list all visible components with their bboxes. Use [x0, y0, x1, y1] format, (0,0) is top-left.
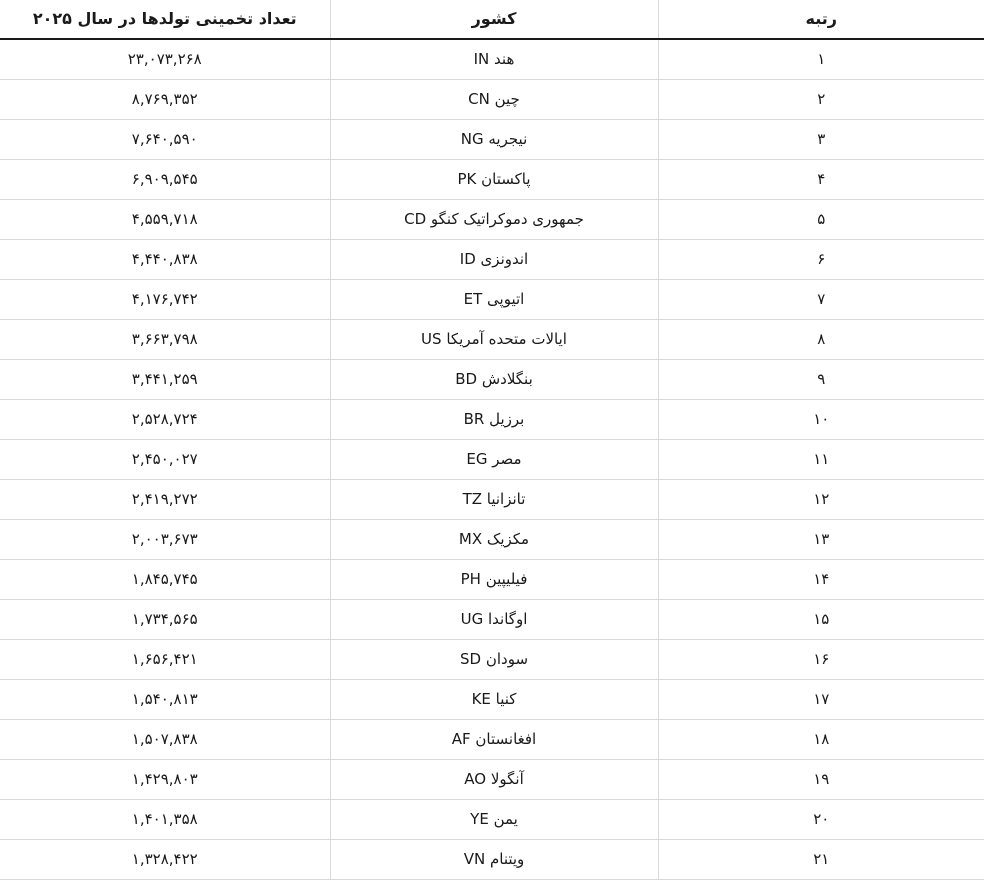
table-row: [0, 120, 984, 160]
cell-births: ۱,۶۵۶,۴۲۱: [0, 640, 330, 680]
table-row: [0, 440, 984, 480]
table-row: [0, 560, 984, 600]
table-row: [0, 720, 984, 760]
cell-rank: ۱۸: [658, 720, 984, 760]
cell-rank: ۷: [658, 280, 984, 320]
table-row: [0, 400, 984, 440]
cell-births: ۶,۹۰۹,۵۴۵: [0, 160, 330, 200]
cell-births: ۱,۴۲۹,۸۰۳: [0, 760, 330, 800]
cell-births: ۳,۴۴۱,۲۵۹: [0, 360, 330, 400]
cell-country: اندونزی ID: [330, 240, 658, 280]
cell-births: ۱,۷۳۴,۵۶۵: [0, 600, 330, 640]
column-header-rank: رتبه: [658, 0, 984, 39]
cell-births: ۱,۸۴۵,۷۴۵: [0, 560, 330, 600]
table-row: [0, 680, 984, 720]
table-header-row: [0, 0, 984, 39]
cell-rank: ۱۵: [658, 600, 984, 640]
cell-rank: ۱۹: [658, 760, 984, 800]
table-row: [0, 80, 984, 120]
cell-births: ۸,۷۶۹,۳۵۲: [0, 80, 330, 120]
cell-rank: ۱۶: [658, 640, 984, 680]
cell-births: ۱,۵۰۷,۸۳۸: [0, 720, 330, 760]
table-row: [0, 600, 984, 640]
cell-births: ۱,۵۴۰,۸۱۳: [0, 680, 330, 720]
cell-country: تانزانیا TZ: [330, 480, 658, 520]
cell-rank: ۸: [658, 320, 984, 360]
table-row: [0, 200, 984, 240]
table-row: [0, 360, 984, 400]
cell-country: اوگاندا UG: [330, 600, 658, 640]
column-header-births: تعداد تخمینی تولدها در سال ۲۰۲۵: [0, 0, 330, 39]
table-row: [0, 320, 984, 360]
cell-rank: ۲: [658, 80, 984, 120]
table-row: [0, 840, 984, 880]
table-row: [0, 240, 984, 280]
cell-births: ۱,۳۲۸,۴۲۲: [0, 840, 330, 880]
cell-births: ۷,۶۴۰,۵۹۰: [0, 120, 330, 160]
cell-rank: ۱: [658, 39, 984, 80]
cell-rank: ۲۰: [658, 800, 984, 840]
cell-country: مکزیک MX: [330, 520, 658, 560]
cell-country: هند IN: [330, 39, 658, 80]
cell-rank: ۴: [658, 160, 984, 200]
cell-country: مصر EG: [330, 440, 658, 480]
cell-rank: ۱۲: [658, 480, 984, 520]
cell-country: فیلیپین PH: [330, 560, 658, 600]
table-row: [0, 480, 984, 520]
cell-country: یمن YE: [330, 800, 658, 840]
cell-rank: ۲۱: [658, 840, 984, 880]
cell-country: کنیا KE: [330, 680, 658, 720]
cell-rank: ۱۳: [658, 520, 984, 560]
cell-births: ۲۳,۰۷۳,۲۶۸: [0, 39, 330, 80]
cell-births: ۱,۴۰۱,۳۵۸: [0, 800, 330, 840]
table-row: [0, 280, 984, 320]
cell-country: اتیوپی ET: [330, 280, 658, 320]
cell-births: ۳,۶۶۳,۷۹۸: [0, 320, 330, 360]
table-row: [0, 39, 984, 80]
cell-rank: ۹: [658, 360, 984, 400]
table-row: [0, 160, 984, 200]
cell-rank: ۱۴: [658, 560, 984, 600]
cell-rank: ۵: [658, 200, 984, 240]
cell-country: سودان SD: [330, 640, 658, 680]
table-row: [0, 760, 984, 800]
cell-births: ۴,۴۴۰,۸۳۸: [0, 240, 330, 280]
cell-births: ۲,۴۱۹,۲۷۲: [0, 480, 330, 520]
cell-country: ویتنام VN: [330, 840, 658, 880]
cell-country: ایالات متحده آمریکا US: [330, 320, 658, 360]
cell-births: ۲,۰۰۳,۶۷۳: [0, 520, 330, 560]
cell-rank: ۳: [658, 120, 984, 160]
cell-country: چین CN: [330, 80, 658, 120]
cell-country: برزیل BR: [330, 400, 658, 440]
cell-births: ۴,۵۵۹,۷۱۸: [0, 200, 330, 240]
cell-rank: ۱۰: [658, 400, 984, 440]
cell-country: جمهوری دموکراتیک کنگو CD: [330, 200, 658, 240]
cell-rank: ۱۷: [658, 680, 984, 720]
table-body: [0, 39, 984, 880]
cell-country: نیجریه NG: [330, 120, 658, 160]
cell-rank: ۱۱: [658, 440, 984, 480]
cell-country: پاکستان PK: [330, 160, 658, 200]
cell-country: بنگلادش BD: [330, 360, 658, 400]
cell-births: ۴,۱۷۶,۷۴۲: [0, 280, 330, 320]
column-header-country: کشور: [330, 0, 658, 39]
cell-country: افغانستان AF: [330, 720, 658, 760]
table-row: [0, 800, 984, 840]
table-header: [0, 0, 984, 39]
cell-country: آنگولا AO: [330, 760, 658, 800]
cell-births: ۲,۴۵۰,۰۲۷: [0, 440, 330, 480]
table-row: [0, 520, 984, 560]
cell-rank: ۶: [658, 240, 984, 280]
table-row: [0, 640, 984, 680]
cell-births: ۲,۵۲۸,۷۲۴: [0, 400, 330, 440]
